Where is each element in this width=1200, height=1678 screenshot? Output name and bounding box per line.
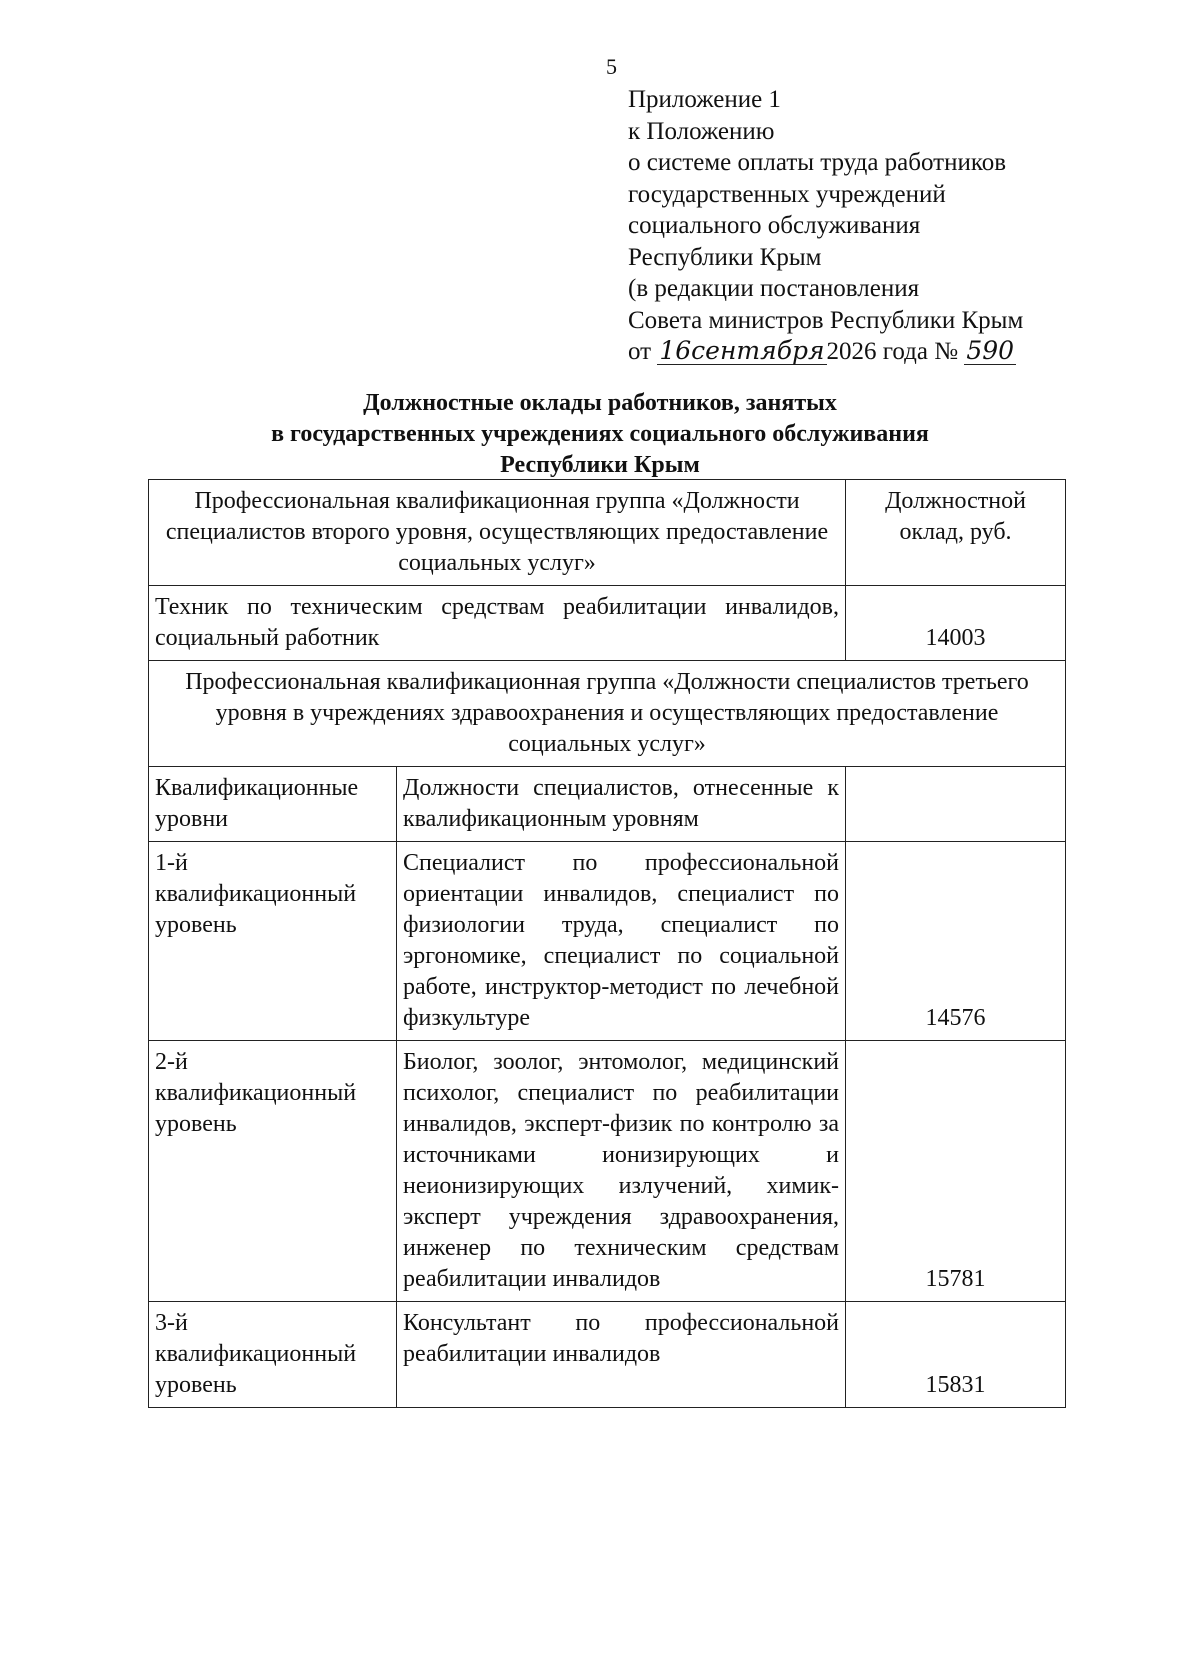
appendix-line: Совета министров Республики Крым <box>628 306 1024 334</box>
appendix-line: Республики Крым <box>628 243 822 271</box>
appendix-line: (в редакции постановления <box>628 275 920 302</box>
appendix-block <box>628 84 1023 368</box>
handwritten-number: 590 <box>966 336 1015 365</box>
page-number: 5 <box>606 54 617 79</box>
appendix-date-line <box>628 336 1023 368</box>
positions-cell: Консультант по профессиональной реабилитации инвалидов <box>397 1302 846 1408</box>
salary-header-cell: Должностной оклад, руб. <box>846 480 1066 586</box>
col-levels-header: Квалификационные уровни <box>149 767 397 842</box>
level-cell: 3-й квалификационный уровень <box>149 1302 397 1408</box>
handwritten-date: 16сентября <box>659 336 825 365</box>
appendix-line: о системе оплаты труда работников <box>628 149 1007 176</box>
level-cell: 2-й квалификационный уровень <box>149 1041 397 1302</box>
appendix-line: к Положению <box>628 117 775 145</box>
empty-salary-header-cell <box>846 767 1066 842</box>
appendix-line: социального обслуживания <box>628 212 921 239</box>
table-row <box>149 767 1066 842</box>
group2-header-cell: Профессиональная квалификационная группа «Должности специалистов третьего уровня в учреждениях здравоохранения и осуществляющих предоставление социальных услуг» <box>149 661 1066 767</box>
table-row <box>149 586 1066 661</box>
document-title <box>150 388 1050 481</box>
table-row <box>149 1041 1066 1302</box>
table-row <box>149 661 1066 767</box>
salary-table <box>148 479 1066 1408</box>
positions-cell: Биолог, зоолог, энтомолог, медицинский психолог, специалист по реабилитации инвалидов, эксперт-физик по контролю за источниками ионизирующих и неионизирующих излучений, химик-эксперт учреждения здравоохранения, инженер по техническим средствам реабилитации инвалидов <box>397 1041 846 1302</box>
table-row <box>149 1302 1066 1408</box>
positions-cell: Специалист по профессиональной ориентации инвалидов, специалист по физиологии труда, специалист по эргономике, специалист по социальной работе, инструктор-методист по лечебной физкультуре <box>397 842 846 1041</box>
group1-positions-cell: Техник по техническим средствам реабилитации инвалидов, социальный работник <box>149 586 846 661</box>
salary-cell: 15781 <box>846 1041 1066 1302</box>
appendix-line: Приложение 1 <box>628 86 781 113</box>
salary-cell: 15831 <box>846 1302 1066 1408</box>
appendix-line: государственных учреждений <box>628 180 946 208</box>
group1-header-cell: Профессиональная квалификационная группа «Должности специалистов второго уровня, осуществляющих предоставление социальных услуг» <box>149 480 846 586</box>
title-line: Республики Крым <box>500 452 700 478</box>
col-positions-header: Должности специалистов, отнесенные к квалификационным уровням <box>397 767 846 842</box>
level-cell: 1-й квалификационный уровень <box>149 842 397 1041</box>
title-line: Должностные оклады работников, занятых <box>363 390 837 416</box>
salary-cell: 14576 <box>846 842 1066 1041</box>
title-line: в государственных учреждениях социального обслуживания <box>271 421 929 447</box>
table-row <box>149 480 1066 586</box>
date-prefix: от <box>628 338 652 365</box>
table-row <box>149 842 1066 1041</box>
group1-salary-cell: 14003 <box>846 586 1066 661</box>
date-year: 2026 года № <box>826 338 959 365</box>
